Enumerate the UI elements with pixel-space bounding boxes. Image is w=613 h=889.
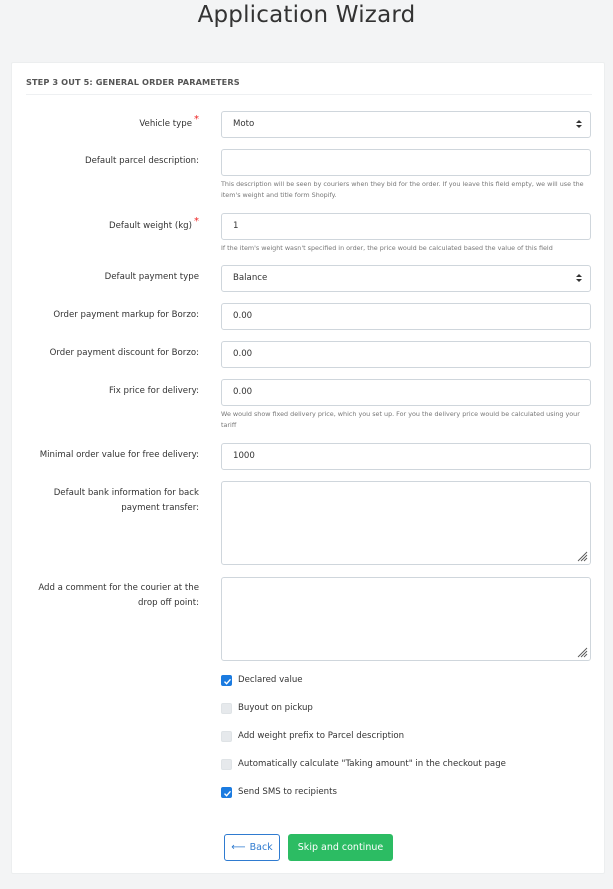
checkbox-send-sms[interactable]: Send SMS to recipients — [221, 785, 337, 799]
wizard-card — [11, 62, 605, 874]
courier-comment-label: Add a comment for the courier at the drop off point: — [38, 583, 199, 608]
weight-input[interactable]: 1 — [221, 213, 591, 240]
header-divider — [26, 94, 592, 95]
checkbox-taking-amount[interactable]: Automatically calculate "Taking amount" in the checkout page — [221, 757, 506, 771]
arrow-left-icon: ⟵ — [231, 842, 246, 853]
discount-label: Order payment discount for Borzo: — [49, 348, 199, 358]
markup-label: Order payment markup for Borzo: — [53, 310, 199, 320]
checkbox-checked[interactable] — [221, 675, 232, 686]
resize-handle-icon[interactable] — [577, 551, 588, 562]
resize-handle-icon[interactable] — [577, 647, 588, 658]
discount-input[interactable]: 0.00 — [221, 341, 591, 368]
courier-comment-textarea[interactable] — [221, 577, 591, 661]
weight-label: Default weight (kg) * — [109, 216, 199, 231]
back-button[interactable]: ⟵ Back — [224, 834, 280, 861]
parcel-description-label: Default parcel description: — [84, 156, 199, 166]
payment-type-label: Default payment type — [104, 272, 199, 282]
checkbox-unchecked[interactable] — [221, 703, 232, 714]
fix-price-label: Fix price for delivery: — [109, 386, 199, 396]
skip-and-continue-button[interactable]: Skip and continue — [288, 834, 393, 861]
checkbox-unchecked[interactable] — [221, 731, 232, 742]
checkbox-buyout-on-pickup[interactable]: Buyout on pickup — [221, 701, 313, 715]
payment-type-select[interactable]: Balance — [221, 265, 591, 292]
markup-input[interactable]: 0.00 — [221, 303, 591, 330]
fix-price-input[interactable]: 0.00 — [221, 379, 591, 406]
bank-info-label: Default bank information for back payment transfer: — [53, 488, 199, 513]
checkbox-checked[interactable] — [221, 787, 232, 798]
step-header: STEP 3 OUT 5: GENERAL ORDER PARAMETERS — [26, 77, 240, 87]
weight-help: If the item's weight wasn't specified in order, the price would be calculated based the value of this field — [221, 244, 553, 252]
checkbox-weight-prefix[interactable]: Add weight prefix to Parcel description — [221, 729, 404, 743]
free-delivery-input[interactable]: 1000 — [221, 443, 591, 470]
fix-price-help: We would show fixed delivery price, which you set up. For you the delivery price would be calculated using your tariff — [221, 410, 580, 429]
checkmark-icon — [223, 789, 232, 798]
required-marker: * — [194, 114, 199, 125]
vehicle-type-select[interactable]: Moto — [221, 111, 591, 138]
select-arrows-icon — [576, 119, 582, 130]
checkmark-icon — [223, 677, 232, 686]
parcel-description-input[interactable] — [221, 149, 591, 176]
parcel-description-help: This description will be seen by couriers when they bid for the order. If you leave this field empty, we will use the item's weight and title form Shopify. — [221, 180, 584, 199]
checkbox-declared-value[interactable]: Declared value — [221, 673, 303, 687]
select-arrows-icon — [576, 273, 582, 284]
required-marker: * — [194, 216, 199, 227]
checkbox-unchecked[interactable] — [221, 759, 232, 770]
page-title: Application Wizard — [197, 2, 416, 28]
vehicle-type-label: Vehicle type * — [139, 114, 199, 129]
bank-info-textarea[interactable] — [221, 481, 591, 565]
free-delivery-label: Minimal order value for free delivery: — [39, 450, 199, 460]
